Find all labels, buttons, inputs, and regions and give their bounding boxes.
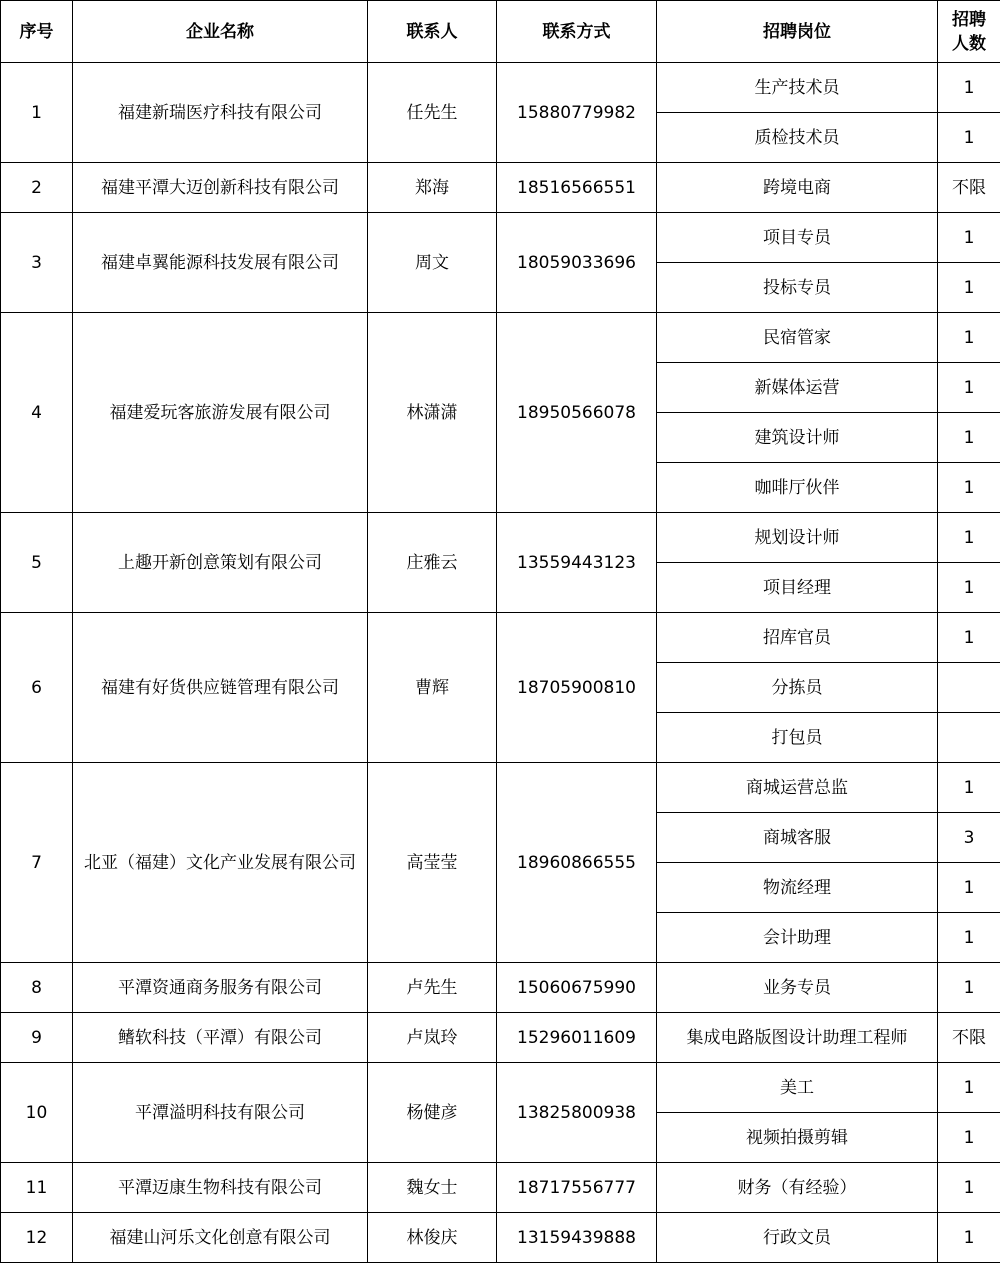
phone-cell: 15296011609 [497, 1013, 657, 1063]
index-cell: 7 [1, 763, 73, 963]
index-cell: 6 [1, 613, 73, 763]
phone-cell: 18950566078 [497, 313, 657, 513]
position-cell: 美工 [657, 1063, 938, 1113]
count-cell: 1 [938, 213, 1000, 263]
count-cell: 1 [938, 63, 1000, 113]
contact-cell: 卢先生 [368, 963, 497, 1013]
header-phone: 联系方式 [497, 1, 657, 63]
phone-cell: 18059033696 [497, 213, 657, 313]
count-cell: 不限 [938, 1013, 1000, 1063]
count-cell [938, 713, 1000, 763]
index-cell: 8 [1, 963, 73, 1013]
index-cell: 4 [1, 313, 73, 513]
table-row [1, 1213, 1000, 1263]
header-contact: 联系人 [368, 1, 497, 63]
company-cell: 平潭迈康生物科技有限公司 [73, 1163, 368, 1213]
phone-cell: 13825800938 [497, 1063, 657, 1163]
count-cell: 1 [938, 1113, 1000, 1163]
phone-cell: 13159439888 [497, 1213, 657, 1263]
table-row [1, 1013, 1000, 1063]
index-cell: 5 [1, 513, 73, 613]
contact-cell: 魏女士 [368, 1163, 497, 1213]
count-cell: 1 [938, 113, 1000, 163]
index-cell: 10 [1, 1063, 73, 1163]
count-cell: 1 [938, 263, 1000, 313]
position-cell: 跨境电商 [657, 163, 938, 213]
position-cell: 行政文员 [657, 1213, 938, 1263]
contact-cell: 周文 [368, 213, 497, 313]
company-cell: 鳍软科技（平潭）有限公司 [73, 1013, 368, 1063]
table-row [1, 313, 1000, 363]
position-cell: 分拣员 [657, 663, 938, 713]
company-cell: 福建卓翼能源科技发展有限公司 [73, 213, 368, 313]
phone-cell: 13559443123 [497, 513, 657, 613]
header-index: 序号 [1, 1, 73, 63]
count-cell: 不限 [938, 163, 1000, 213]
table-row [1, 613, 1000, 663]
count-cell: 1 [938, 1063, 1000, 1113]
position-cell: 生产技术员 [657, 63, 938, 113]
position-cell: 视频拍摄剪辑 [657, 1113, 938, 1163]
count-cell: 3 [938, 813, 1000, 863]
count-cell: 1 [938, 363, 1000, 413]
header-count [938, 1, 1000, 63]
count-cell: 1 [938, 513, 1000, 563]
company-cell: 福建山河乐文化创意有限公司 [73, 1213, 368, 1263]
index-cell: 1 [1, 63, 73, 163]
index-cell: 2 [1, 163, 73, 213]
position-cell: 项目专员 [657, 213, 938, 263]
count-cell: 1 [938, 613, 1000, 663]
position-cell: 项目经理 [657, 563, 938, 613]
table-row [1, 513, 1000, 563]
position-cell: 投标专员 [657, 263, 938, 313]
count-cell [938, 663, 1000, 713]
company-cell: 福建爱玩客旅游发展有限公司 [73, 313, 368, 513]
table-row [1, 963, 1000, 1013]
contact-cell: 林潇潇 [368, 313, 497, 513]
table-row [1, 763, 1000, 813]
contact-cell: 卢岚玲 [368, 1013, 497, 1063]
position-cell: 建筑设计师 [657, 413, 938, 463]
phone-cell: 18705900810 [497, 613, 657, 763]
company-cell: 平潭溢明科技有限公司 [73, 1063, 368, 1163]
position-cell: 打包员 [657, 713, 938, 763]
contact-cell: 庄雅云 [368, 513, 497, 613]
phone-cell: 15060675990 [497, 963, 657, 1013]
header-count-text: 招聘 人数 [952, 10, 986, 54]
table-row [1, 1163, 1000, 1213]
table-row [1, 63, 1000, 113]
contact-cell: 杨健彦 [368, 1063, 497, 1163]
count-cell: 1 [938, 413, 1000, 463]
count-cell: 1 [938, 913, 1000, 963]
position-cell: 招库官员 [657, 613, 938, 663]
count-cell: 1 [938, 463, 1000, 513]
table-body [1, 63, 1000, 1263]
phone-cell: 15880779982 [497, 63, 657, 163]
table-row [1, 1063, 1000, 1113]
count-cell: 1 [938, 863, 1000, 913]
position-cell: 质检技术员 [657, 113, 938, 163]
count-cell: 1 [938, 313, 1000, 363]
company-cell: 北亚（福建）文化产业发展有限公司 [73, 763, 368, 963]
index-cell: 12 [1, 1213, 73, 1263]
count-cell: 1 [938, 963, 1000, 1013]
position-cell: 财务（有经验） [657, 1163, 938, 1213]
position-cell: 商城客服 [657, 813, 938, 863]
position-cell: 集成电路版图设计助理工程师 [657, 1013, 938, 1063]
contact-cell: 郑海 [368, 163, 497, 213]
table-row [1, 163, 1000, 213]
position-cell: 物流经理 [657, 863, 938, 913]
position-cell: 会计助理 [657, 913, 938, 963]
company-cell: 平潭资通商务服务有限公司 [73, 963, 368, 1013]
company-cell: 福建平潭大迈创新科技有限公司 [73, 163, 368, 213]
phone-cell: 18717556777 [497, 1163, 657, 1213]
index-cell: 9 [1, 1013, 73, 1063]
header-row [1, 1, 1000, 63]
position-cell: 民宿管家 [657, 313, 938, 363]
table-row [1, 213, 1000, 263]
position-cell: 业务专员 [657, 963, 938, 1013]
position-cell: 咖啡厅伙伴 [657, 463, 938, 513]
index-cell: 11 [1, 1163, 73, 1213]
position-cell: 新媒体运营 [657, 363, 938, 413]
position-cell: 商城运营总监 [657, 763, 938, 813]
contact-cell: 林俊庆 [368, 1213, 497, 1263]
contact-cell: 高莹莹 [368, 763, 497, 963]
header-position: 招聘岗位 [657, 1, 938, 63]
count-cell: 1 [938, 1163, 1000, 1213]
count-cell: 1 [938, 1213, 1000, 1263]
contact-cell: 曹辉 [368, 613, 497, 763]
index-cell: 3 [1, 213, 73, 313]
contact-cell: 任先生 [368, 63, 497, 163]
company-cell: 上趣开新创意策划有限公司 [73, 513, 368, 613]
company-cell: 福建有好货供应链管理有限公司 [73, 613, 368, 763]
count-cell: 1 [938, 763, 1000, 813]
phone-cell: 18516566551 [497, 163, 657, 213]
position-cell: 规划设计师 [657, 513, 938, 563]
count-cell: 1 [938, 563, 1000, 613]
company-cell: 福建新瑞医疗科技有限公司 [73, 63, 368, 163]
header-company: 企业名称 [73, 1, 368, 63]
phone-cell: 18960866555 [497, 763, 657, 963]
